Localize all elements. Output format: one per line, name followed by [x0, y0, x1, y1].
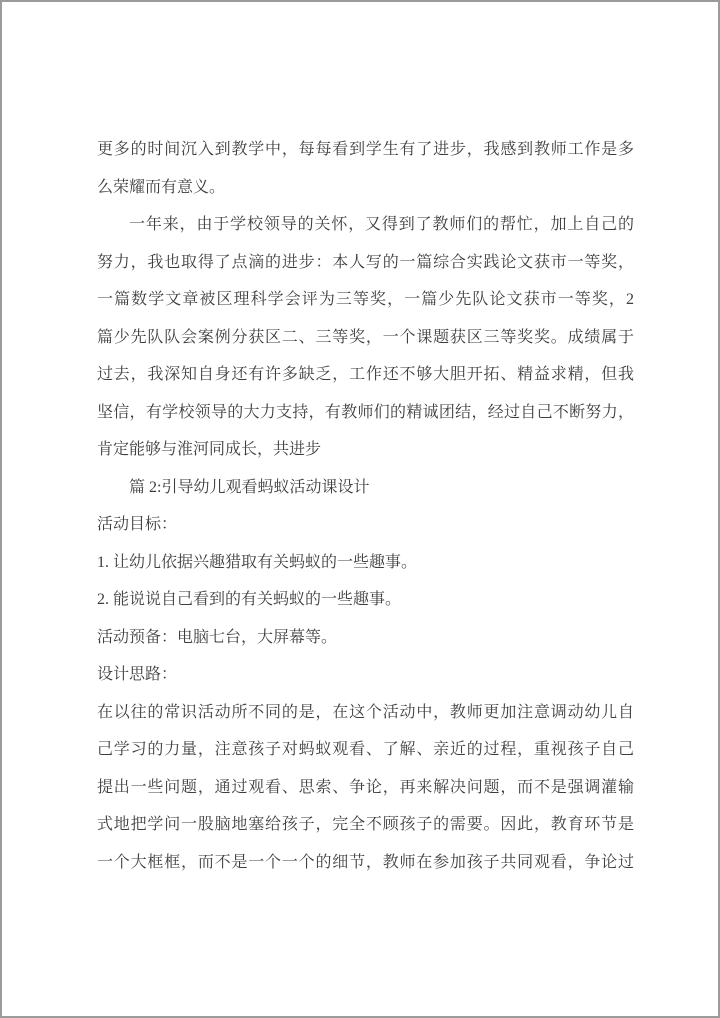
text-line: 己学习的力量，注意孩子对蚂蚁观看、了解、亲近的过程，重视孩子自己: [97, 741, 634, 758]
text-line: 2. 能说说自己看到的有关蚂蚁的一些趣事。: [97, 591, 402, 608]
text-line: 活动目标：: [97, 516, 178, 533]
text-line: 篇少先队队会案例分获区二、三等奖，一个课题获区三等奖奖。成绩属于: [97, 328, 634, 346]
text-line: 更多的时间沉入到教学中，每每看到学生有了进步，我感到教师工作是多: [97, 141, 634, 158]
text-line: 活动预备：电脑七台，大屏幕等。: [97, 628, 338, 646]
text-line: 设计思路：: [97, 666, 178, 683]
text-line: 一篇数学文章被区理科学会评为三等奖，一篇少先队论文获市一等奖，2: [97, 291, 634, 308]
text-line: 篇 2:引导幼儿观看蚂蚁活动课设计: [129, 478, 370, 496]
text-line: 一个大框框，而不是一个一个的细节，教师在参加孩子共同观看，争论过: [97, 853, 634, 871]
text-line: 肯定能够与淮河同成长，共进步: [97, 441, 322, 458]
text-line: 过去，我深知自身还有许多缺乏，工作还不够大胆开拓、精益求精，但我: [97, 366, 634, 383]
text-line: 坚信，有学校领导的大力支持，有教师们的精诚团结，经过自己不断努力，: [97, 403, 634, 421]
text-line: 努力，我也取得了点滴的进步：本人写的一篇综合实践论文获市一等奖，: [97, 253, 634, 271]
text-line: 在以往的常识活动所不同的是，在这个活动中，教师更加注意调动幼儿自: [97, 703, 634, 721]
text-line: 么荣耀而有意义。: [97, 178, 226, 196]
text-line: 1. 让幼儿依据兴趣猎取有关蚂蚁的一些趣事。: [97, 553, 418, 571]
text-line: 提出一些问题，通过观看、思索、争论，再来解决问题，而不是强调灌输: [97, 778, 634, 796]
document-body: [97, 131, 634, 881]
text-line: 式地把学问一股脑地塞给孩子，完全不顾孩子的需要。因此，教育环节是: [97, 816, 634, 833]
text-line: 一年来，由于学校领导的关怀，又得到了教师们的帮忙，加上自己的: [129, 216, 634, 233]
